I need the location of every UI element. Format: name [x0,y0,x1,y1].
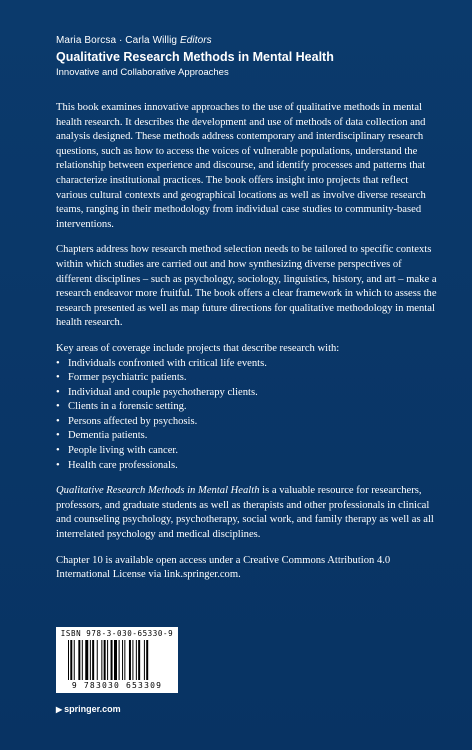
list-item: • People living with cancer. [56,444,440,459]
list-item: • Individuals confronted with critical life events. [56,357,440,372]
barcode-bar [107,640,108,680]
bullet-icon: • [56,459,60,471]
list-item: • Individual and couple psychotherapy clients. [56,386,440,401]
barcode-bars-icon [68,640,172,680]
bullet-icon: • [56,357,60,369]
open-access-note: Chapter 10 is available open access under a Creative Commons Attribution 4.0 International License via link.springer.com. [56,554,391,581]
barcode-bar [114,640,117,680]
barcode-bar [92,640,94,680]
list-item: • Former psychiatric patients. [56,371,440,386]
book-title-inline: Qualitative Research Methods in Mental Health [56,485,260,497]
blurb [56,101,440,583]
coverage-intro: Key areas of coverage include projects that describe research with: [56,342,340,354]
bullet-icon: • [56,372,60,384]
barcode-bar [104,640,106,680]
barcode-bar [119,640,120,680]
bullet-icon: • [56,415,60,427]
publisher-link[interactable] [56,704,121,714]
isbn-label: ISBN 978-3-030-65330-9 [60,629,174,638]
bullet-icon: • [56,401,60,413]
barcode-bar [74,640,75,680]
blurb-paragraph-2: Chapters address how research method selection needs to be tailored to specific contexts within which studies are carried out and how synthesizing diverse perspectives of different disciplines – such as psychology, sociology, linguistics, history, and art – make a research endeavor more fruitful. The book offers a clear framework in which to assess the research presented as well as map future directions for qualitative methodology in mental health research. [56,244,437,329]
barcode-bar [70,640,72,680]
barcode-bar [136,640,137,680]
cover-header [56,34,456,79]
barcode-bar [146,640,148,680]
barcode-bar [68,640,69,680]
book-subtitle: Innovative and Collaborative Approaches [56,67,229,78]
barcode-bar [122,640,123,680]
arrow-right-icon: ▶ [56,705,63,714]
barcode-bar [85,640,88,680]
barcode-bar [129,640,131,680]
barcode-bar [144,640,145,680]
editors-names: Maria Borcsa · Carla Willig [56,35,178,46]
barcode-bar [111,640,113,680]
publisher-url: springer.com [64,704,121,714]
isbn-barcode [56,627,178,693]
barcode-bar [138,640,140,680]
barcode-bar [124,640,125,680]
list-item: • Clients in a forensic setting. [56,400,440,415]
bullet-icon: • [56,445,60,457]
blurb-paragraph-1: This book examines innovative approaches to the use of qualitative methods in mental health research. It describes the development and use of methods of data collection and analysis designed. These methods address contemporary and interdisciplinary research questions, such as how to access the voices of vulnerable populations, understand the relationship between experience and discourse, and identify processes and patterns that characterize institutional practices. The book offers insight into projects that reflect various cultural contexts and geographical locations as well as involve diverse research teams, ranging in their methodology from individual case studies to community-based interventions. [56,102,426,230]
coverage-list [56,357,440,474]
barcode-bar [132,640,133,680]
editors-role: Editors [179,35,212,46]
list-item: • Persons affected by psychosis. [56,415,440,430]
list-item: • Health care professionals. [56,459,440,474]
barcode-bar [90,640,91,680]
editors-line [56,34,456,47]
barcode-bar [78,640,80,680]
bullet-icon: • [56,386,60,398]
bullet-icon: • [56,430,60,442]
blurb-paragraph-4: Qualitative Research Methods in Mental Health is a valuable resource for researchers, professors, and graduate students as well as therapists and other professionals in clinical and counseling psychology, psychotherapy, social work, and family therapy as well as all interrelated psychology and medical disciplines. [56,485,434,541]
list-item: • Dementia patients. [56,429,440,444]
barcode-bar [101,640,102,680]
ean-digits: 9 783030 653309 [71,681,163,690]
barcode-bar [82,640,83,680]
barcode-bar [97,640,98,680]
book-title: Qualitative Research Methods in Mental Health [56,50,334,64]
